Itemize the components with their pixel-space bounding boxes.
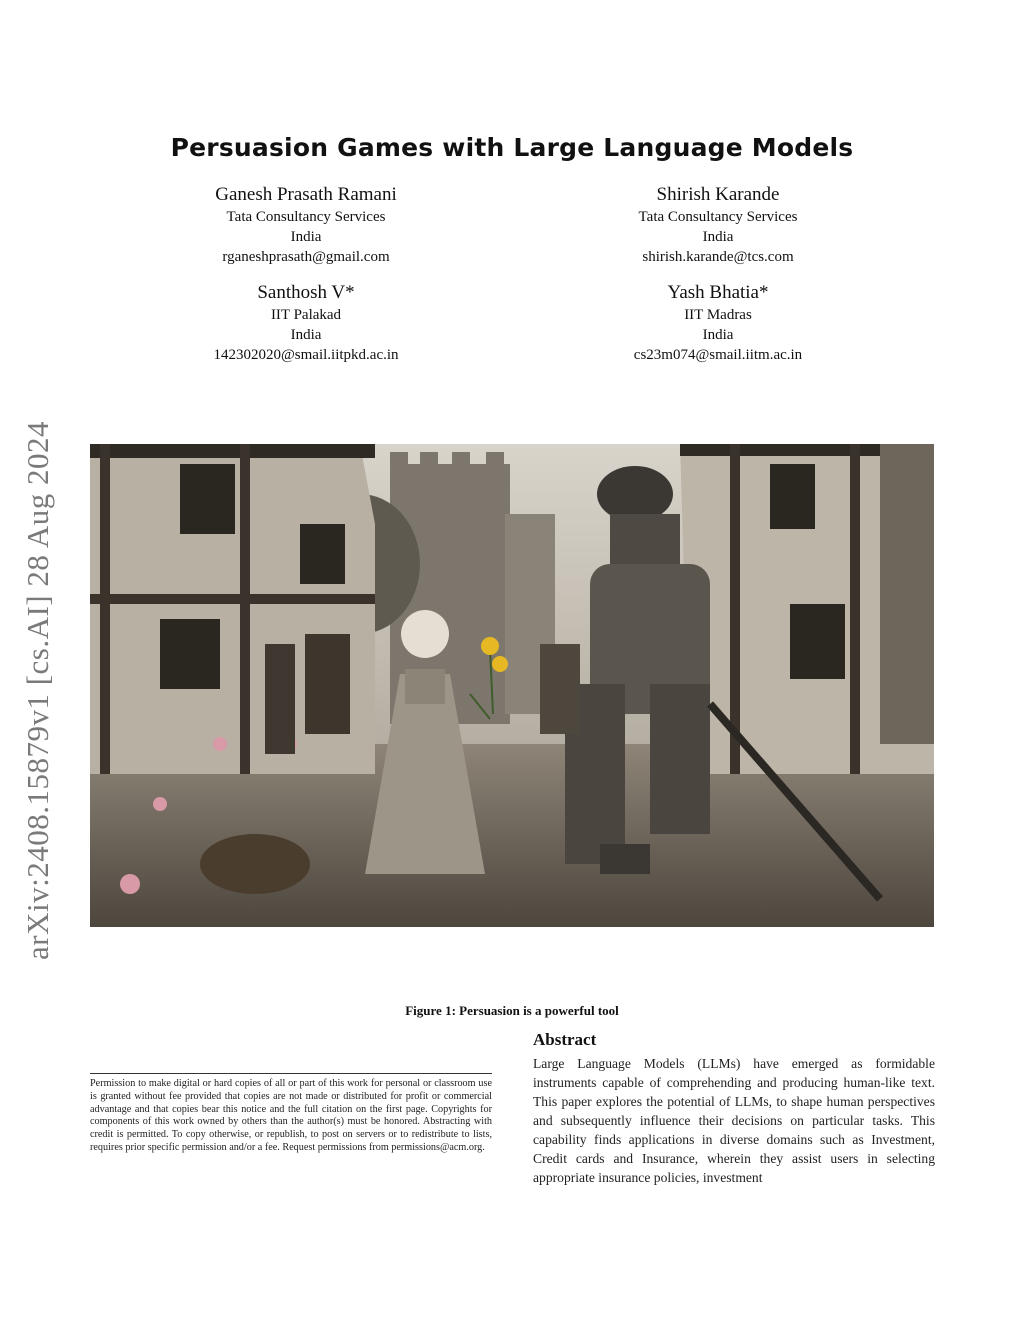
author-name: Shirish Karande [656,184,780,205]
author-email[interactable]: 142302020@smail.iitpkd.ac.in [213,347,399,363]
author-email[interactable]: rganeshprasath@gmail.com [222,249,390,265]
author-block [146,183,466,267]
author-block [558,183,878,267]
figure-caption: Figure 1: Persuasion is a powerful tool [405,1003,619,1018]
abstract-heading: Abstract [533,1030,597,1049]
author-country: India [702,327,734,343]
arxiv-identifier: arXiv:2408.15879v1 [cs.AI] 28 Aug 2024 [20,420,55,960]
author-affiliation: Tata Consultancy Services [226,209,386,225]
author-affiliation: IIT Madras [684,307,752,323]
author-country: India [290,327,322,343]
author-email[interactable]: cs23m074@smail.iitm.ac.in [633,347,803,363]
paper-title: Persuasion Games with Large Language Models [170,133,854,162]
author-affiliation: IIT Palakad [270,307,342,323]
footnote-divider [90,1073,492,1074]
author-email[interactable]: shirish.karande@tcs.com [642,249,794,265]
author-affiliation: Tata Consultancy Services [638,209,798,225]
author-block [146,281,466,365]
author-country: India [702,229,734,245]
abstract-text: Large Language Models (LLMs) have emerged as formidable instruments capable of comprehending and producing human-like text. This paper explores the potential of LLMs, to shape human perspectives and subsequently influence their decisions on particular tasks. This capability finds applications in diverse domains such as Investment, Credit cards and Insurance, wherein they assist users in selecting appropriate insurance policies, investment [533,1056,935,1185]
author-name: Santhosh V* [257,282,355,303]
permission-footnote: Permission to make digital or hard copies of all or part of this work for personal or classroom use is granted without fee provided that copies are not made or distributed for profit or commercial advantage and that copies bear this notice and the full citation on the first page. Copyrights for components of this work owned by others than the author(s) must be honored. Abstracting with credit is permitted. To copy otherwise, or republish, to post on servers or to redistribute to lists, requires prior specific permission and/or a fee. Request permissions from permissions@acm.org. [90,1078,492,1153]
figure-image [90,444,934,927]
author-block [558,281,878,365]
author-name: Yash Bhatia* [667,282,769,303]
author-name: Ganesh Prasath Ramani [215,184,397,205]
author-country: India [290,229,322,245]
